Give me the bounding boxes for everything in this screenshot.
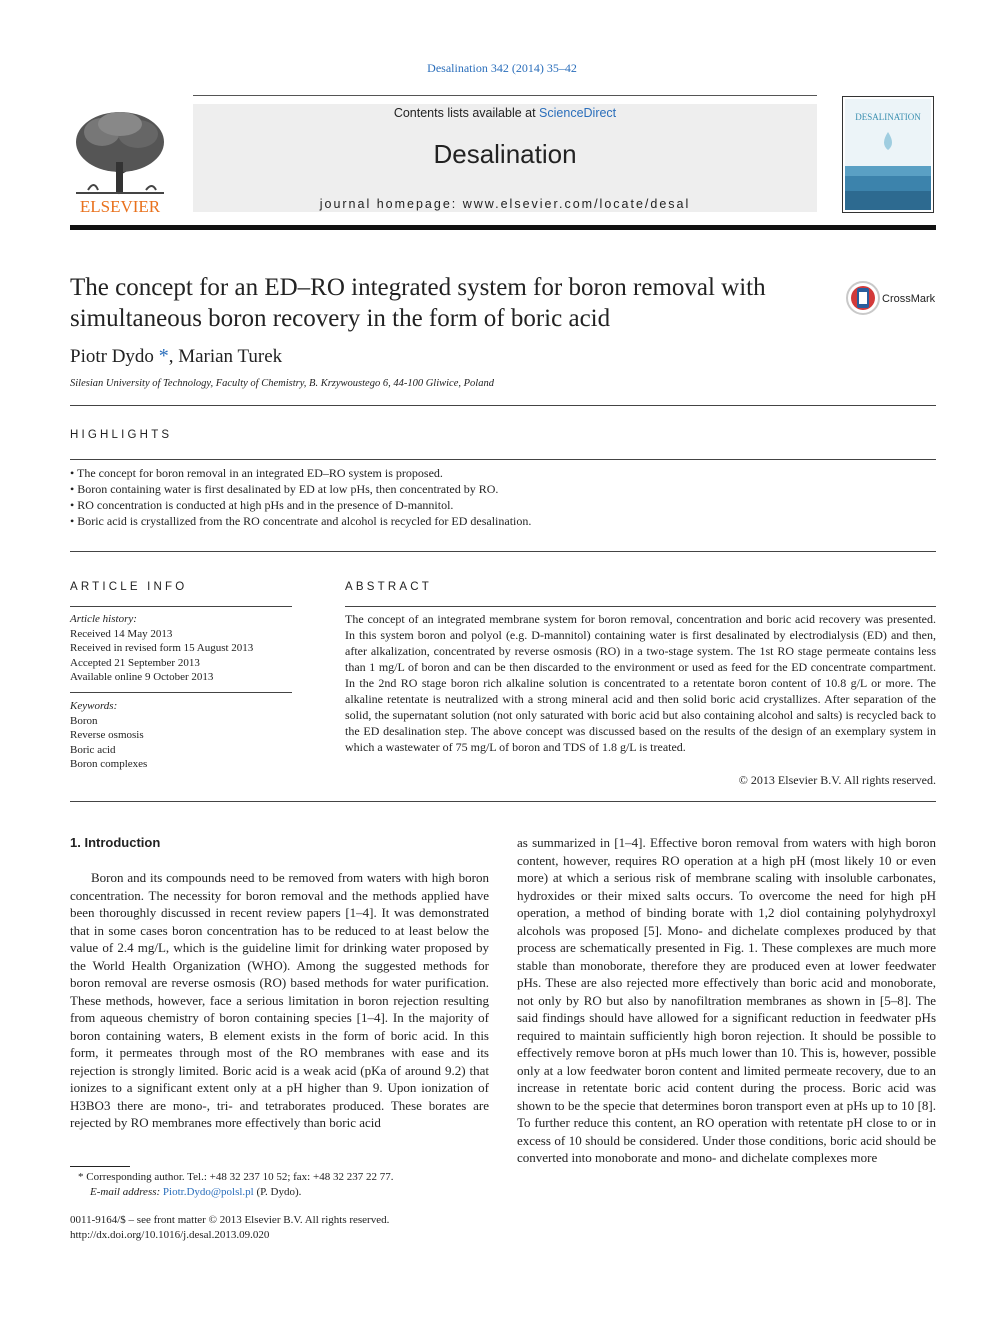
issn-line: 0011-9164/$ – see front matter © 2013 Elsevier B.V. All rights reserved. bbox=[70, 1214, 390, 1226]
email-footnote bbox=[70, 1185, 510, 1200]
crossmark-label: CrossMark bbox=[882, 293, 936, 305]
highlights-list bbox=[70, 465, 936, 529]
crossmark-icon bbox=[846, 281, 938, 315]
body-column-right bbox=[517, 834, 936, 1167]
keyword: Boron bbox=[70, 714, 98, 727]
cover-icon bbox=[842, 96, 934, 213]
abstract-text: The concept of an integrated membrane system for boron removal, concentration and boric acid recovery was presented. In this system boron and polyol (e.g. D-mannitol) containing water is first desalinated by electrodialysis (ED) and then, after alkalization, concentrated by reverse osmosis (RO) in a two-stage system. The 1st RO stage permeate contains less than 1 mg/L of boron and can be then discarded to the environment or used as feed for the ED concentrate compartment. In the 2nd RO stage boron rich alkaline solution is concentrated to a retentate boron content of 10.8 g/L or more. The alkaline retentate is neutralized with a strong mineral acid and then solid boric acid crystallizes. After separation of the solid, the supernatant solution (not only saturated with boric acid but also containing alcohol and salts) is recycled back to the ED desalination step. The above concept was discussed based on the results of the design of an exemplary system in which a wastewater of 75 mg/L of boron and TDS of 1.8 g/L is treated. bbox=[345, 612, 936, 754]
journal-citation[interactable]: Desalination 342 (2014) 35–42 bbox=[427, 61, 577, 75]
paper-title: The concept for an ED–RO integrated system for boron removal with simultaneous boron recovery in the form of boric acid bbox=[70, 274, 766, 332]
body-column-left bbox=[70, 869, 489, 1132]
divider bbox=[70, 606, 292, 607]
article-info-heading: ARTICLE INFO bbox=[70, 581, 188, 593]
abstract-heading: ABSTRACT bbox=[345, 581, 432, 593]
cover-title: DESALINATION bbox=[855, 112, 921, 122]
author-name[interactable]: Piotr Dydo bbox=[70, 346, 154, 367]
author-list bbox=[70, 345, 282, 368]
author-name[interactable]: Marian Turek bbox=[178, 346, 283, 367]
keywords bbox=[70, 699, 292, 772]
journal-homepage[interactable]: journal homepage: www.elsevier.com/locate/desal bbox=[319, 197, 691, 211]
crossmark-badge[interactable] bbox=[846, 281, 938, 315]
author-separator: , bbox=[168, 346, 179, 367]
email-link[interactable]: Piotr.Dydo@polsl.pl bbox=[162, 1186, 254, 1198]
highlight-item: • Boron containing water is first desalinated by ED at low pHs, then concentrated by RO. bbox=[70, 482, 499, 496]
header-thick-rule bbox=[70, 225, 936, 230]
copyright: © 2013 Elsevier B.V. All rights reserved. bbox=[738, 773, 936, 787]
divider bbox=[70, 459, 936, 460]
divider bbox=[70, 551, 936, 552]
elsevier-logo[interactable] bbox=[68, 102, 172, 215]
history-item: Available online 9 October 2013 bbox=[70, 671, 214, 683]
history-item: Accepted 21 September 2013 bbox=[70, 656, 200, 669]
divider bbox=[345, 606, 936, 607]
divider bbox=[70, 801, 936, 802]
keyword: Boric acid bbox=[70, 743, 116, 756]
highlight-item: • Boric acid is crystallized from the RO concentrate and alcohol is recycled for ED desalination. bbox=[70, 514, 532, 528]
article-history bbox=[70, 612, 292, 685]
section-heading: 1. Introduction bbox=[70, 835, 161, 850]
author-affiliation: Silesian University of Technology, Faculty of Chemistry, B. Krzywoustego 6, 44-100 Gliwice, Poland bbox=[70, 378, 494, 389]
doi-link[interactable]: http://dx.doi.org/10.1016/j.desal.2013.09.020 bbox=[70, 1229, 270, 1241]
keywords-label: Keywords: bbox=[70, 700, 118, 712]
highlight-item: • The concept for boron removal in an integrated ED–RO system is proposed. bbox=[70, 466, 443, 480]
contents-prefix: Contents lists available at bbox=[393, 106, 540, 120]
divider bbox=[70, 405, 936, 406]
footnote-rule bbox=[70, 1166, 130, 1167]
body-paragraph: Boron and its compounds need to be removed from waters with high boron concentration. The necessity for boron removal and the methods applied have been thoroughly discussed in recent review papers [1–4]. It was demonstrated that in some cases boron concentration has to be reduced to at least below the value of 2.4 mg/L, which is the guideline limit for drinking water proposed by the World Health Organization (WHO). Among the suggested methods for boron removal are reverse osmosis (RO) based methods for water purification. These methods, however, face a serious limitation in boron rejection resulting from aqueous chemistry of boron containing species [1–4]. In the majority of boron containing waters, B element exists in the form of boric acid. In this form, it permeates through most of the RO membranes with ease and its rejection is strongly limited. Boric acid is a weak acid (pKa of around 9.2) that ionizes to a significant extent only at a pH higher than 9. Upon ionization of H3BO3 there are mono-, tri- and tetraborates produced. These borates are rejected by RO membranes more effectively than boric acid bbox=[70, 870, 489, 1130]
history-item: Received 14 May 2013 bbox=[70, 627, 173, 640]
keyword: Reverse osmosis bbox=[70, 729, 144, 741]
highlights-heading: HIGHLIGHTS bbox=[70, 429, 173, 441]
publisher-logo-text: ELSEVIER bbox=[79, 197, 161, 215]
journal-name[interactable]: Desalination bbox=[433, 139, 577, 169]
highlight-item: • RO concentration is conducted at high pHs and in the presence of D-mannitol. bbox=[70, 498, 454, 512]
body-paragraph: as summarized in [1–4]. Effective boron removal from waters with high boron content, however, requires RO operation at a high pH (most likely 10 or even more) at which a serious risk of membrane scaling with insoluble carbonates, hydroxides or their mixed salts occurs. To overcome the need for high pH operation, a method of binding borate with 1,2 diol containing polyhydroxyl alcohols was proposed [5]. Mono- and dichelate complexes produced by that process are schematically presented in Fig. 1. These complexes are much more stable than monoborate, therefore they are produced even at lower feedwater pHs. These are also rejected more effectively than boric acid and monoborate, not only by RO but also by nanofiltration membranes as shown in [5–8]. The said findings should have allowed for a significant reduction in feedwater pHs required to maintain sufficiently high boron rejection. It should be possible to effectively remove boron at pHs much lower than 10. This is, however, possible only at a low feedwater boron content and limited permeate recovery, due to an increase in retentate boric acid content during the process. Boric acid was shown to be the specie that determines boron transport even at pHs up to 10 [8]. To further reduce this content, an RO operation with retentate pH close to or in excess of 10 should be considered. Under those conditions, boric acid should be converted into monoborate and mono- and dichelate complexes more bbox=[517, 835, 936, 1165]
divider bbox=[70, 692, 292, 693]
keyword: Boron complexes bbox=[70, 758, 148, 770]
email-label: E-mail address: bbox=[90, 1186, 163, 1198]
journal-cover-image[interactable] bbox=[842, 96, 934, 213]
sciencedirect-link[interactable]: ScienceDirect bbox=[539, 106, 617, 120]
corresponding-author-mark[interactable]: * bbox=[158, 345, 169, 367]
contents-line bbox=[193, 106, 817, 120]
email-suffix: (P. Dydo). bbox=[253, 1186, 302, 1198]
history-label: Article history: bbox=[70, 613, 137, 625]
elsevier-tree-icon bbox=[68, 102, 172, 215]
corresponding-footnote: * Corresponding author. Tel.: +48 32 237 10 52; fax: +48 32 237 22 77. bbox=[78, 1171, 394, 1183]
header-top-rule bbox=[193, 95, 817, 96]
history-item: Received in revised form 15 August 2013 bbox=[70, 642, 254, 654]
